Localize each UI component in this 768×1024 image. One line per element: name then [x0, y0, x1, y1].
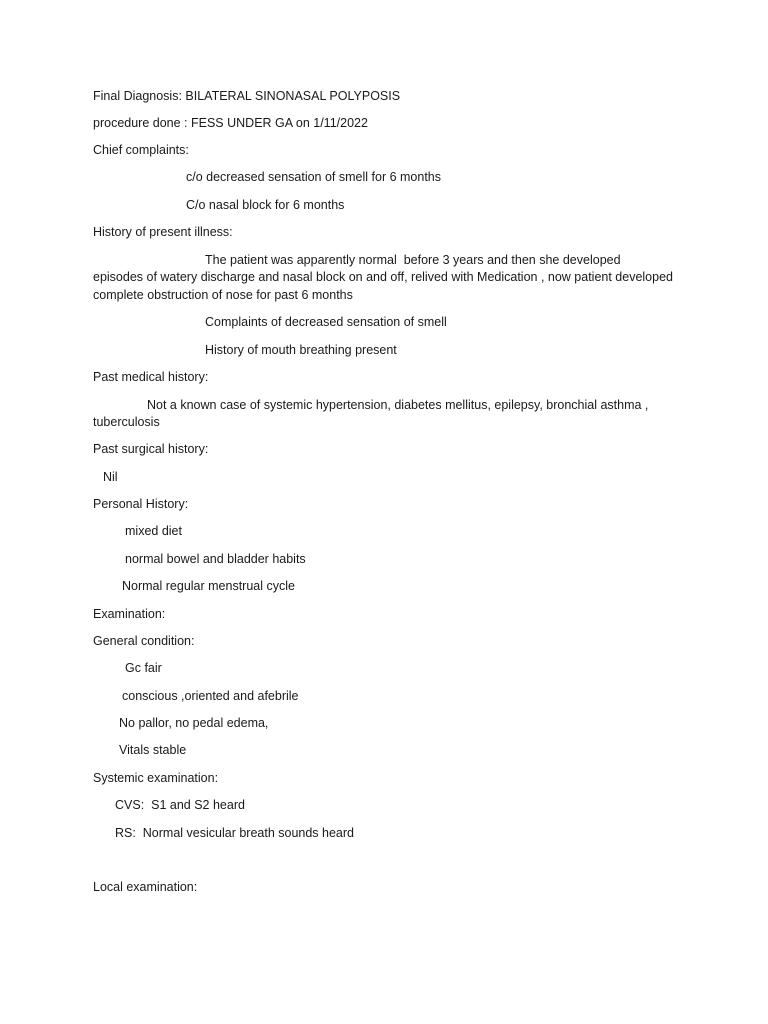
- past-medical-history-text-rest: tuberculosis: [93, 415, 160, 429]
- past-medical-history-heading: Past medical history:: [93, 370, 209, 384]
- final-diagnosis: Final Diagnosis: BILATERAL SINONASAL POLYPOSIS: [93, 89, 401, 103]
- chief-complaints-heading: Chief complaints:: [93, 143, 189, 157]
- personal-history-item: normal bowel and bladder habits: [125, 552, 306, 566]
- chief-complaint-item: c/o decreased sensation of smell for 6 months: [186, 170, 441, 184]
- systemic-examination-heading: Systemic examination:: [93, 771, 219, 785]
- general-condition-item: Vitals stable: [119, 743, 187, 757]
- general-condition-item: Gc fair: [125, 661, 162, 675]
- procedure-done: procedure done : FESS UNDER GA on 1/11/2022: [93, 116, 368, 130]
- systemic-rs: RS: Normal vesicular breath sounds heard: [115, 826, 355, 840]
- history-narrative-rest: episodes of watery discharge and nasal block on and off, relived with Medication , now patient developed complete obstruction of nose for past 6 months: [93, 270, 673, 302]
- past-medical-history-text-lead: Not a known case of systemic hypertension, diabetes mellitus, epilepsy, bronchial asthma ,: [147, 398, 649, 412]
- examination-heading: Examination:: [93, 607, 166, 621]
- local-examination-heading: Local examination:: [93, 880, 198, 894]
- history-item: Complaints of decreased sensation of smell: [205, 315, 447, 329]
- history-item: History of mouth breathing present: [205, 343, 397, 357]
- general-condition-heading: General condition:: [93, 634, 195, 648]
- personal-history-item: mixed diet: [125, 524, 182, 538]
- general-condition-item: No pallor, no pedal edema,: [119, 716, 269, 730]
- past-surgical-history-heading: Past surgical history:: [93, 442, 209, 456]
- past-surgical-history-value: Nil: [103, 470, 118, 484]
- personal-history-item: Normal regular menstrual cycle: [122, 579, 295, 593]
- personal-history-heading: Personal History:: [93, 497, 189, 511]
- systemic-cvs: CVS: S1 and S2 heard: [115, 798, 245, 812]
- history-present-illness-heading: History of present illness:: [93, 225, 233, 239]
- chief-complaint-item: C/o nasal block for 6 months: [186, 198, 345, 212]
- history-narrative-lead: The patient was apparently normal before 3 years and then she developed: [205, 253, 621, 267]
- general-condition-item: conscious ,oriented and afebrile: [122, 689, 299, 703]
